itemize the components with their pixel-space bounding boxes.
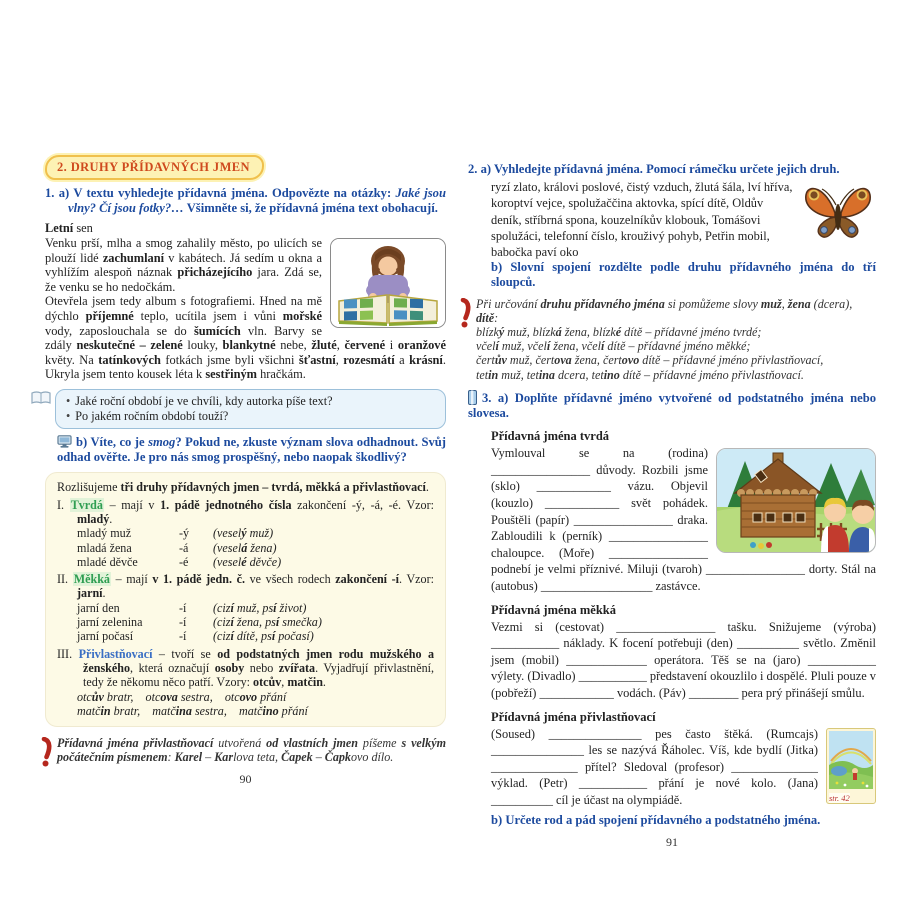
question-2: Po jakém ročním období touží? <box>75 408 229 423</box>
section-text: Vezmi si (cestovat) ________________ tašku. Snižujeme (výroba) ___________ náklady. K focení potřebuji (den) __________ světlo. Změnil jsem (mobil) _____________ operátora. Těš se na (jaro) ___________ výlety. (Divadlo) ___________ představení okouzlilo i dospělé. Pluli pouze v (pobřeží) ____________ vodách. (Páv) ________ pera prý přinášejí smůlu. <box>491 619 876 700</box>
fill-section-soft <box>468 603 876 702</box>
note-left: Přídavná jména přivlastňovací utvořená od vlastních jmen píšeme s velkým počátečním písmenem: Karel – Karlova teta, Čapek – Čapkovo dílo. <box>57 736 446 765</box>
task-1a: 1. a) V textu vyhledejte přídavná jména. Odpovězte na otázky: Jaké jsou vlny? Čí jsou fotky?… Všimněte si, že přídavná jména text obohacují. <box>45 186 446 216</box>
butterfly-image <box>800 181 876 247</box>
rule-possessive-example: matčin bratr, matčina sestra, matčino přání <box>77 703 308 718</box>
question-1: Jaké roční období je ve chvíli, kdy autorka píše text? <box>75 393 333 408</box>
chapter-badge: 2. DRUHY PŘÍDAVNÝCH JMEN <box>45 155 264 180</box>
page-number-left: 90 <box>239 771 252 786</box>
section-text: str. 42 (Soused) _______________ pes často štěká. (Rumcajs) _______________ les se nazývá Řáholec. Víš, kde bydlí (Jitka) ______________ přítel? Sledoval (profesor) ______________ výklad. (Petr) ___________ přání je nové kolo. (Jana) __________ cíl je účast na olympiádě. <box>468 726 876 809</box>
rule-hard-row: mladá žena -á (veselá žena) <box>77 540 277 555</box>
rule-soft-row: jarní počasí -í (cizí dítě, psí počasí) <box>77 629 314 644</box>
note-left-wrap <box>57 736 446 764</box>
fill-section-hard <box>468 429 876 594</box>
exclamation-icon <box>459 298 472 328</box>
fill-section-possessive <box>468 710 876 809</box>
task-2b: b) Slovní spojení rozdělte podle druhu přídavného jména do tří sloupců. <box>491 260 876 290</box>
section-title: Přídavná jména tvrdá <box>491 429 610 444</box>
story-text <box>45 236 446 382</box>
gingerbread-house-image <box>716 448 876 553</box>
stamp-page-ref: str. 42 <box>829 792 850 803</box>
workbook-page-stamp-image <box>826 728 876 804</box>
task-3a: 3. a) Doplňte přídavné jméno vytvořené od podstatného jména nebo slovesa. <box>468 390 876 421</box>
task-2a: 2. a) Vyhledejte přídavná jména. Pomocí rámečku určete jejich druh. <box>468 162 840 176</box>
story-paragraph-2: Otevřela jsem tedy album s fotografiemi. Hned na mě dýchlo příjemné teplo, ucítila jsem i vůni mořské vody, zaposlouchala se do šumících vln. Barvy se zdály neskutečné – zelené louky, blankytné nebe, žluté, červené i oranžové květy. Na tatínkových fotkách jsme byli všichni šťastní, rozesmátí a krásní. Ukryla jsem tento kousek léta k sestřiným hračkám. <box>45 294 446 382</box>
page-number-right: 91 <box>666 834 678 849</box>
rule-soft-row: jarní zelenina -í (cizí žena, psí smečka) <box>77 615 322 630</box>
task-1b: b) Víte, co je smog? Pokud ne, zkuste význam slova odhadnout. Svůj odhad ověřte. Je pro nás smog prospěšný, nebo naopak škodlivý? <box>57 434 446 465</box>
note-right-wrap <box>476 297 876 382</box>
rule-hard-row: mladé děvče -é (veselé děvče) <box>77 554 282 569</box>
page-right <box>468 162 876 850</box>
note-right: Při určování druhu přídavného jména si pomůžeme slovy muž, žena (dcera), dítě: blízký muž, blízká žena, blízké dítě – přídavné jméno tvrdé; včelí muž, včelí žena, včelí dítě – přídavné jméno měkké; čertův muž, čertova žena, čertovo dítě – přídavné jméno přivlastňovací, tetin muž, tetina dcera, tetino dítě – přídavné jméno přivlastňovací. <box>476 296 853 382</box>
open-book-icon <box>31 391 51 405</box>
rule-intro: Rozlišujeme tři druhy přídavných jmen – tvrdá, měkká a přivlastňovací. <box>57 480 429 495</box>
section-title: Přídavná jména přivlastňovací <box>491 709 656 724</box>
bullet: • <box>66 393 71 408</box>
girl-photo-album-image <box>330 238 446 328</box>
word-list: ryzí zlato, královi poslové, čistý vzduch, žlutá šála, lví hříva, koroptví vejce, spolužaččina aktovka, spící dítě, Oldův deník, stříbrná spona, kouzelníkův klobouk, Tomášovi spolužáci, telefonní číslo, krouživý pohyb, Petřin mobil, babočka paví oko <box>468 179 876 260</box>
section-title: Přídavná jména měkká <box>491 602 616 617</box>
computer-icon <box>57 435 72 448</box>
notebook-icon <box>468 390 477 405</box>
page-left <box>45 155 446 787</box>
exclamation-icon <box>40 737 53 767</box>
rule-box <box>45 472 446 727</box>
question-box-wrap <box>55 389 446 429</box>
rule-possessive-example: otcův bratr, otcova sestra, otcovo přání <box>77 689 287 704</box>
section-text: Vymlouval se na (rodina) ________________ důvody. Rozbili jsme (sklo) ____________ vázu. Objevil (kouzlo) ____________ svět pohádek. Pouštěli (papír) ________________ draka. Zabloudili k (perník) ________________ chaloupce. (Moře) ________________ podnebí je velmi příznivé. Miluji (tvaroh) ________________ dorty. Stál na (autobus) __________________ zastávce. <box>491 446 876 593</box>
rule-possessive-heading: III. Přivlastňovací – tvoří se od podstatných jmen rodu mužského a ženského, která označují osoby nebo zvířata. Vyjadřují přivlastnění, tedy že někomu něco patří. Vzory: otcův, matčin. <box>57 646 434 690</box>
question-box <box>55 389 446 429</box>
rule-soft-row: jarní den -í (cizí muž, psí život) <box>77 600 307 615</box>
bullet: • <box>66 408 71 423</box>
story-title: Letní sen <box>45 221 93 236</box>
task-3b: b) Určete rod a pád spojení přídavného a podstatného jména. <box>491 812 821 827</box>
story-paragraph-1: Venku prší, mlha a smog zahalily město, po ulicích se plouží lidé zachumlaní v kabátech. Já sedím u okna a vyhlížím alespoň náznak přicházejícího jara. Zdá se, že venku se ho nedočkám. <box>45 236 323 294</box>
rule-hard-heading: I. Tvrdá – mají v 1. pádě jednotného čísla zakončení -ý, -á, -é. Vzor: mladý. <box>57 497 434 526</box>
rule-hard-row: mladý muž -ý (veselý muž) <box>77 526 274 541</box>
rule-soft-heading: II. Měkká – mají v 1. pádě jedn. č. ve všech rodech zakončení -í. Vzor: jarní. <box>57 572 434 601</box>
